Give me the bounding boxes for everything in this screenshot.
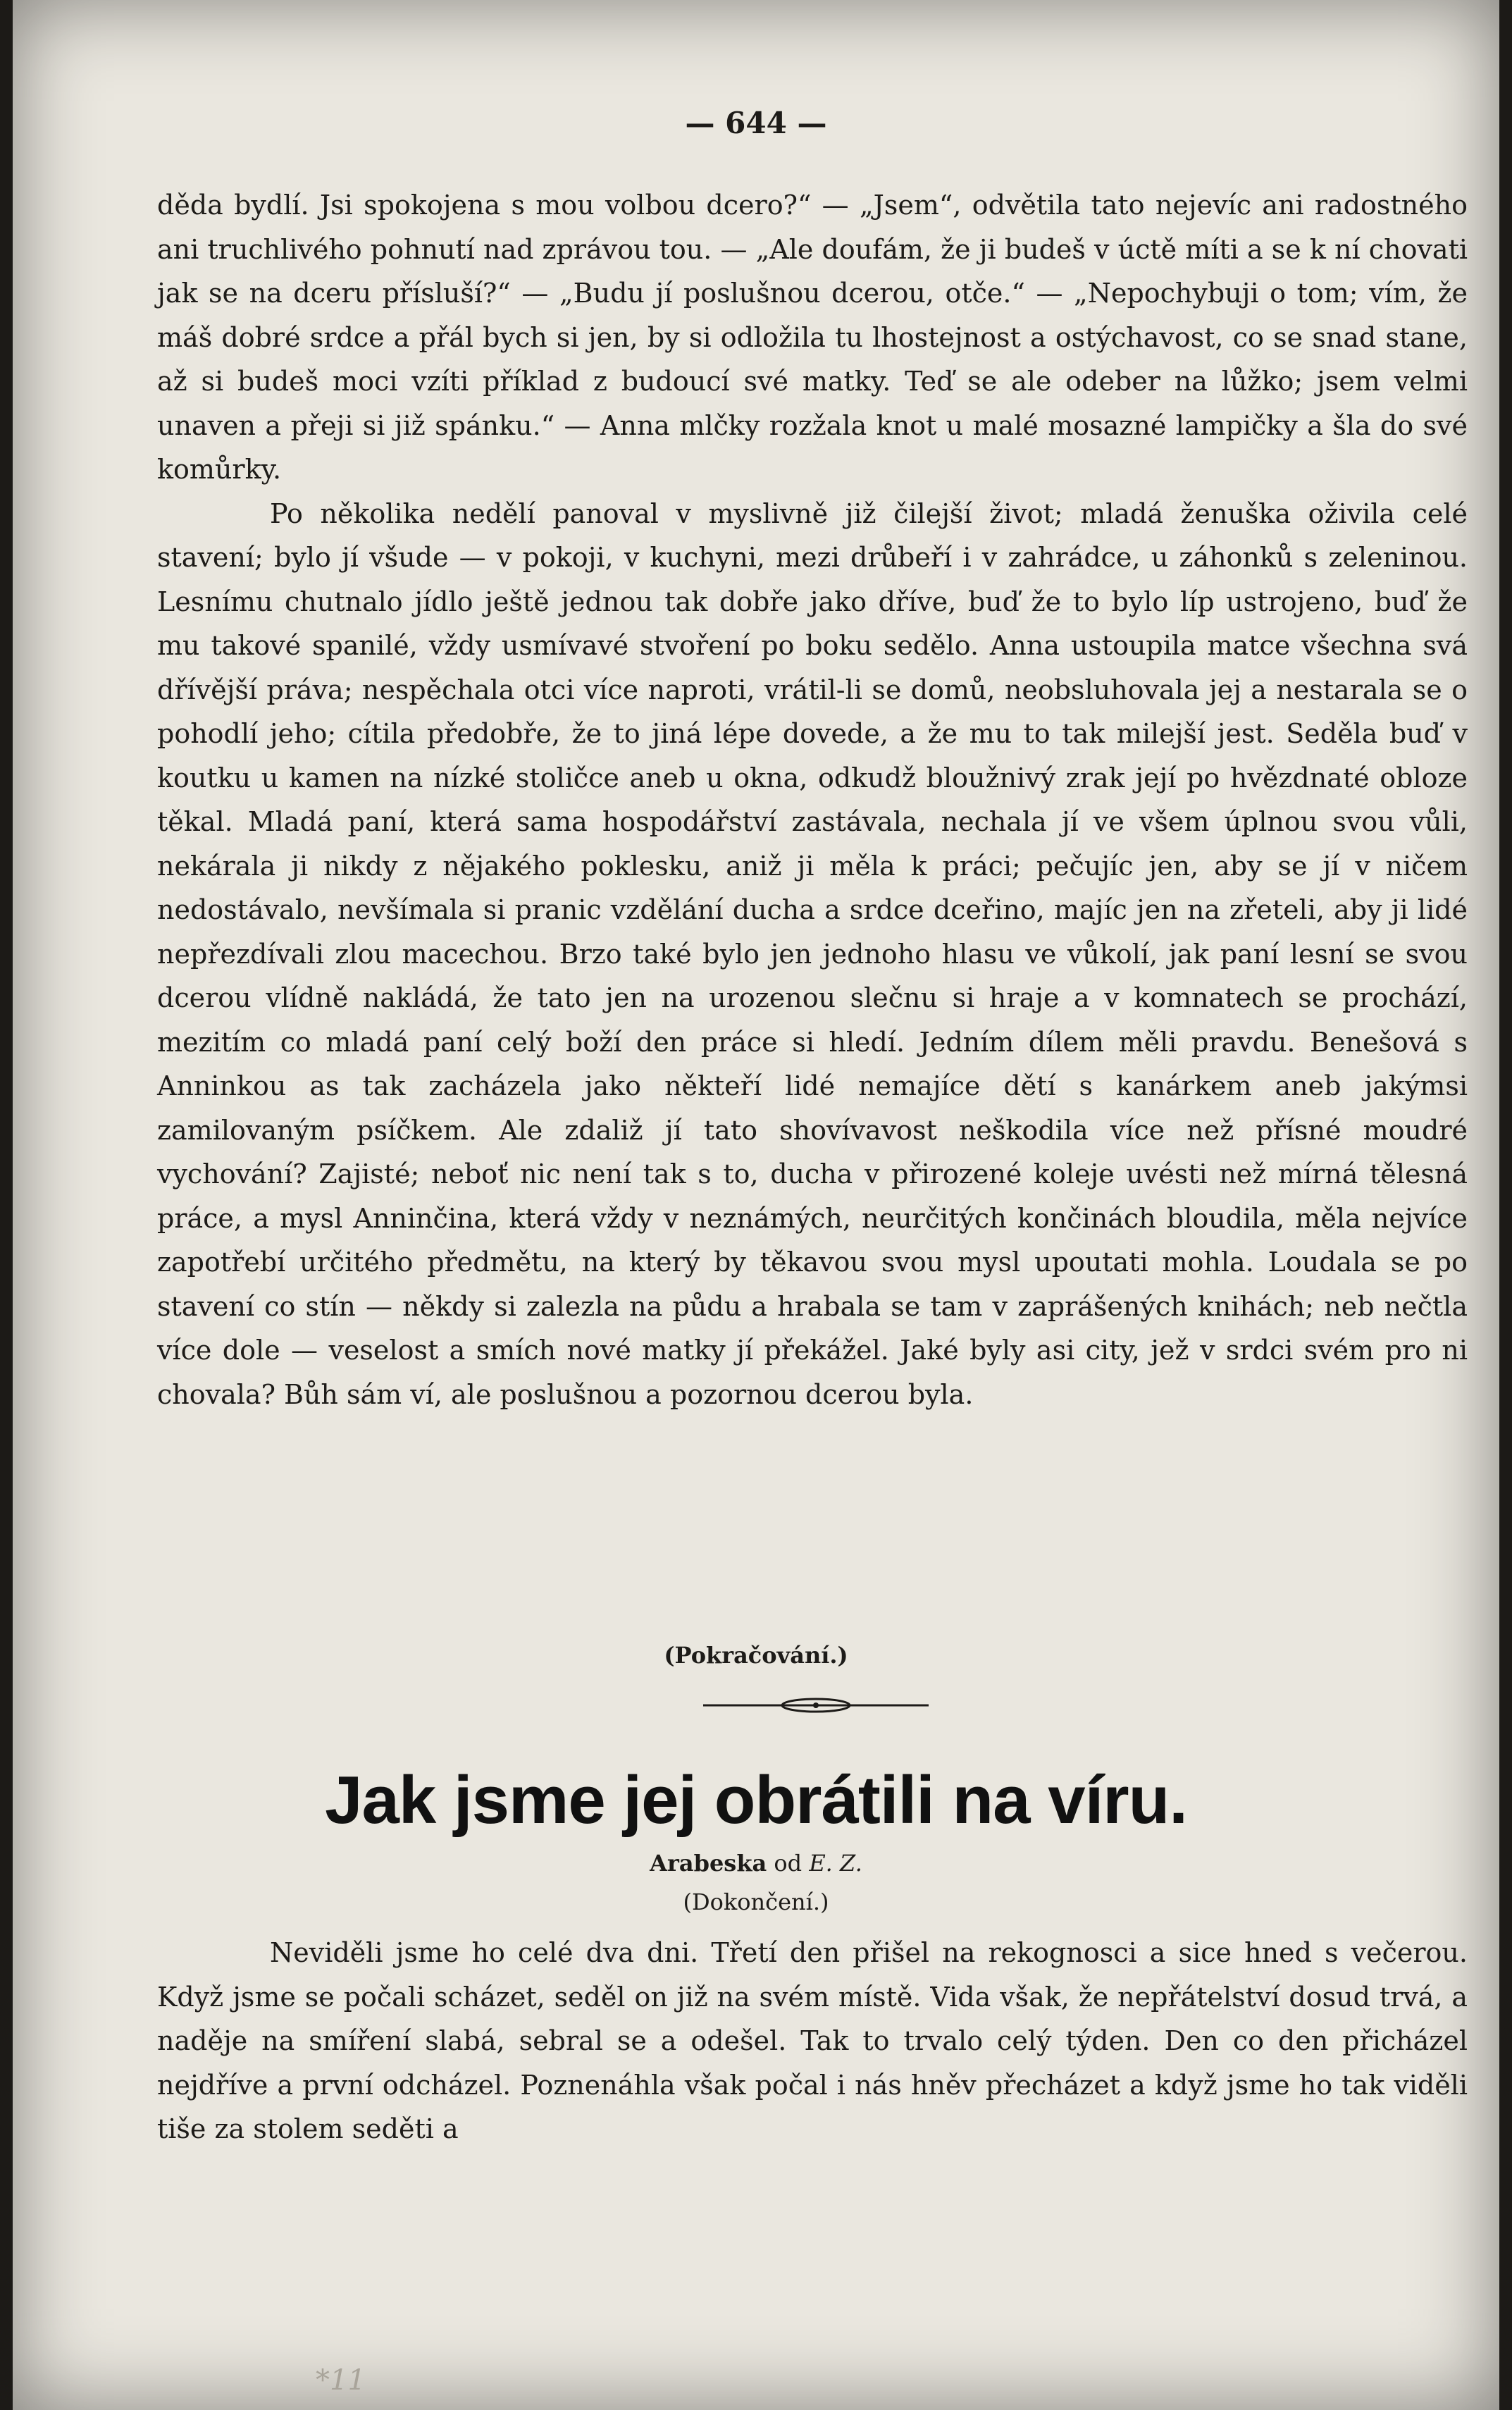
byline-connector: od [767,1850,810,1877]
page-number: — 644 — [685,106,827,140]
genre-label: Arabeska [650,1850,767,1877]
author-initials: E. Z. [809,1850,862,1877]
story-title: Jak jsme jej obrátili na víru. [325,1762,1187,1838]
book-page [13,0,1499,2410]
ornamental-divider [703,1695,929,1716]
novel-continuation [157,183,1468,1416]
paragraph: Neviděli jsme ho celé dva dni. Třetí den přišel na rekognosci a sice hned s večerou. Když jsme se počali scházet, seděl on již na svém místě. Vida však, že nepřátelství dosud trvá, a naděje na smíření slabá, sebral se a odešel. Tak to trvalo celý týden. Den co den přicházel nejdříve a první odcházel. Poznenáhla však počal i nás hněv přecházet a když jsme ho tak viděli tiše za stolem seděti a [157,1937,1468,2144]
story-byline [13,1850,1499,1877]
paragraph: Po několika nedělí panoval v myslivně již čilejší život; mladá ženuška oživila celé stavení; bylo jí všude — v pokoji, v kuchyni, mezi drůbeří i v zahrádce, u záhonků s zeleninou. Lesnímu chutnalo jídlo ještě jednou tak dobře jako dříve, buď že to bylo líp ustrojeno, buď že mu takové spanilé, vždy usmívavé stvoření po boku sedělo. Anna ustoupila matce všechna svá dřívější práva; nespěchala otci více naproti, vrátil-li se domů, neobsluhovala jej a nestarala se o pohodlí jeho; cítila předobře, že to jiná lépe dovede, a že mu to tak milejší jest. Seděla buď v koutku u kamen na nízké stoličce aneb u okna, odkudž bloužnivý zrak její po hvězdnaté obloze těkal. Mladá paní, která sama hospodářství zastávala, nechala jí ve všem úplnou svou vůli, nekárala ji nikdy z nějakého poklesku, aniž ji měla k práci; pečujíc jen, aby se jí v ničem nedostávalo, nevšímala si pranic vzdělání ducha a srdce dceřino, majíc jen na zřeteli, aby ji lidé nepřezdívali zlou macechou. Brzo také bylo jen jednoho hlasu ve vůkolí, jak paní lesní se svou dcerou vlídně nakládá, že tato jen na urozenou slečnu si hraje a v komnatech se prochází, mezitím co mladá paní celý boží den práce si hledí. Jedním dílem měli pravdu. Benešová s Anninkou as tak zacházela jako někteří lidé nemajíce dětí s kanárkem aneb jakýmsi zamilovaným psíčkem. Ale zdaliž jí tato shovívavost neškodila více než přísné moudré vychování? Zajisté; neboť nic není tak s to, ducha v přirozené koleje uvésti než mírná tělesná práce, a mysl Anninčina, která vždy v neznámých, neurčitých končinách bloudila, měla nejvíce zapotřebí určitého předmětu, na který by těkavou svou mysl upoutati mohla. Loudala se po stavení co stín — někdy si zalezla na půdu a hrabala se tam v zaprášených knihách; neb nečtla více dole — veselost a smích nové matky jí překážel. Jaké byly asi city, jež v srdci svém pro ni chovala? Bůh sám ví, ale poslušnou a pozornou dcerou byla. [157,498,1468,1410]
conclusion-note: (Dokončení.) [683,1889,829,1915]
continued-note: (Pokračování.) [664,1642,848,1669]
paragraph: děda bydlí. Jsi spokojena s mou volbou dcero?“ — „Jsem“, odvětila tato nejevíc ani radostného ani truchlivého pohnutí nad zprávou tou. — „Ale doufám, že ji budeš v úctě míti a se k ní chovati jak se na dceru přísluší?“ — „Budu jí poslušnou dcerou, otče.“ — „Nepochybuji o tom; vím, že máš dobré srdce a přál bych si jen, by si odložila tu lhostejnost a ostýchavost, co se snad stane, až si budeš moci vzíti příklad z budoucí své matky. Teď se ale odeber na lůžko; jsem velmi unaven a přeji si již spánku.“ — Anna mlčky rozžala knot u malé mosazné lampičky a šla do své komůrky. [157,190,1468,485]
margin-mark: *11 [316,2364,366,2397]
story-text [157,1931,1468,2151]
